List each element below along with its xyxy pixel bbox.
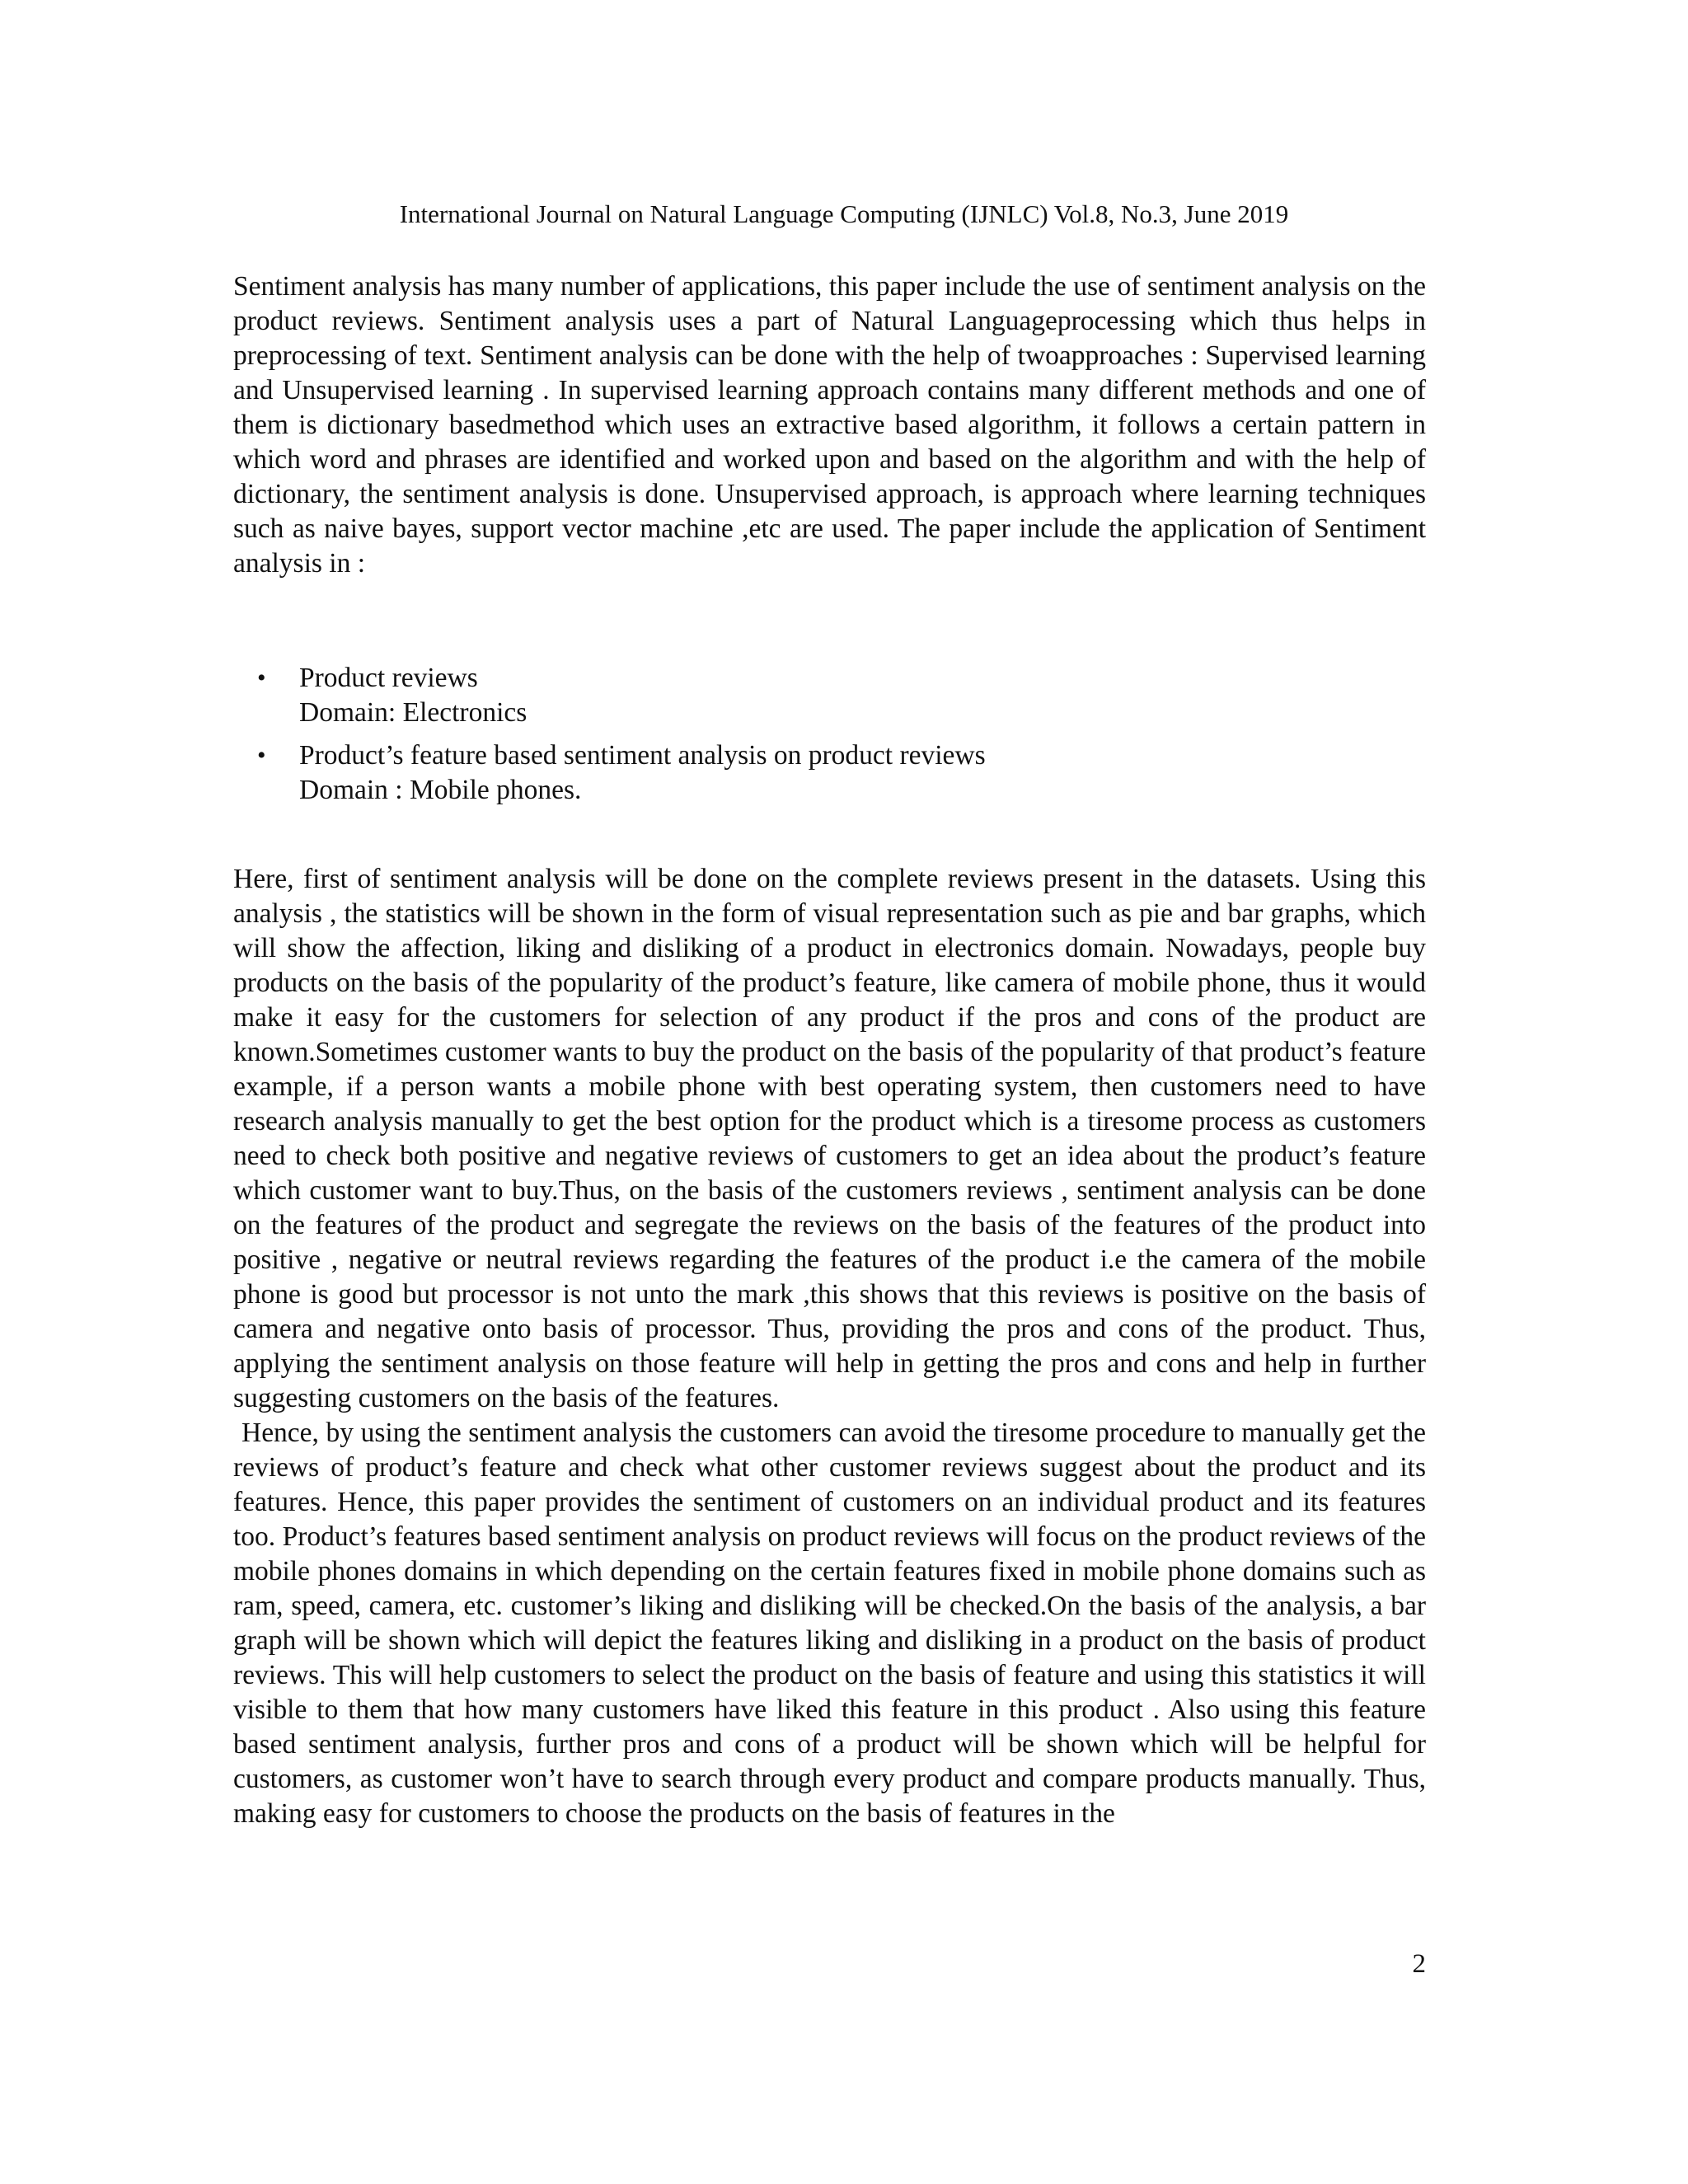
list-item-domain: Domain: Electronics [299, 697, 528, 728]
bullet-icon: • [257, 742, 266, 769]
list-item-domain: Domain : Mobile phones. [299, 775, 582, 805]
page-number: 2 [1412, 1949, 1426, 1979]
list-item [233, 738, 1426, 808]
list-item-title: Product reviews [299, 663, 478, 693]
intro-paragraph-block [233, 269, 1426, 581]
main-paragraph: Here, first of sentiment analysis will be done on the complete reviews present in the datasets. Using this analysis , the statistics will be shown in the form of visual representation such as pie and bar graphs, which will show the affection, liking and disliking of a product in electronics domain. Nowadays, people buy products on the basis of the popularity of the product’s feature, like camera of mobile phone, thus it would make it easy for the customers for selection of any product if the pros and cons of the product are known.Sometimes customer wants to buy the product on the basis of the popularity of that product’s feature example, if a person wants a mobile phone with best operating system, then customers need to have research analysis manually to get the best option for the product which is a tiresome process as customers need to check both positive and negative reviews of customers to get an idea about the product’s feature which customer want to buy.Thus, on the basis of the customers reviews , sentiment analysis can be done on the features of the product and segregate the reviews on the basis of the features of the product into positive , negative or neutral reviews regarding the features of the product i.e the camera of the mobile phone is good but processor is not unto the mark ,this shows that this reviews is positive on the basis of camera and negative onto basis of processor. Thus, providing the pros and cons of the product. Thus, applying the sentiment analysis on those feature will help in getting the pros and cons and help in further suggesting customers on the basis of the features. [233, 864, 1426, 1413]
main-paragraph-block [233, 862, 1426, 1831]
running-header: International Journal on Natural Language Computing (IJNLC) Vol.8, No.3, June 2019 [399, 199, 1289, 228]
continuation-paragraph: Hence, by using the sentiment analysis the customers can avoid the tiresome procedure to manually get the reviews of product’s feature and check what other customer reviews suggest about the product and its features. Hence, this paper provides the sentiment of customers on an individual product and its features too. Product’s features based sentiment analysis on product reviews will focus on the product reviews of the mobile phones domains in which depending on the certain features fixed in mobile phone domains such as ram, speed, camera, etc. customer’s liking and disliking will be checked.On the basis of the analysis, a bar graph will be shown which will depict the features liking and disliking in a product on the basis of product reviews. This will help customers to select the product on the basis of feature and using this statistics it will visible to them that how many customers have liked this feature in this product . Also using this feature based sentiment analysis, further pros and cons of a product will be shown which will be helpful for customers, as customer won’t have to search through every product and compare products manually. Thus, making easy for customers to choose the products on the basis of features in the [233, 1418, 1426, 1829]
list-item-title: Product’s feature based sentiment analysis on product reviews [299, 740, 986, 771]
intro-paragraph: Sentiment analysis has many number of applications, this paper include the use of sentiment analysis on the product reviews. Sentiment analysis uses a part of Natural Languageprocessing which thus helps in preprocessing of text. Sentiment analysis can be done with the help of twoapproaches : Supervised learning and Unsupervised learning . In supervised learning approach contains many different methods and one of them is dictionary basedmethod which uses an extractive based algorithm, it follows a certain pattern in which word and phrases are identified and worked upon and based on the algorithm and with the help of dictionary, the sentiment analysis is done. Unsupervised approach, is approach where learning techniques such as naive bayes, support vector machine ,etc are used. The paper include the application of Sentiment analysis in : [233, 271, 1426, 579]
bullet-icon: • [257, 664, 266, 691]
list-item [233, 661, 1426, 730]
application-list [233, 661, 1426, 816]
